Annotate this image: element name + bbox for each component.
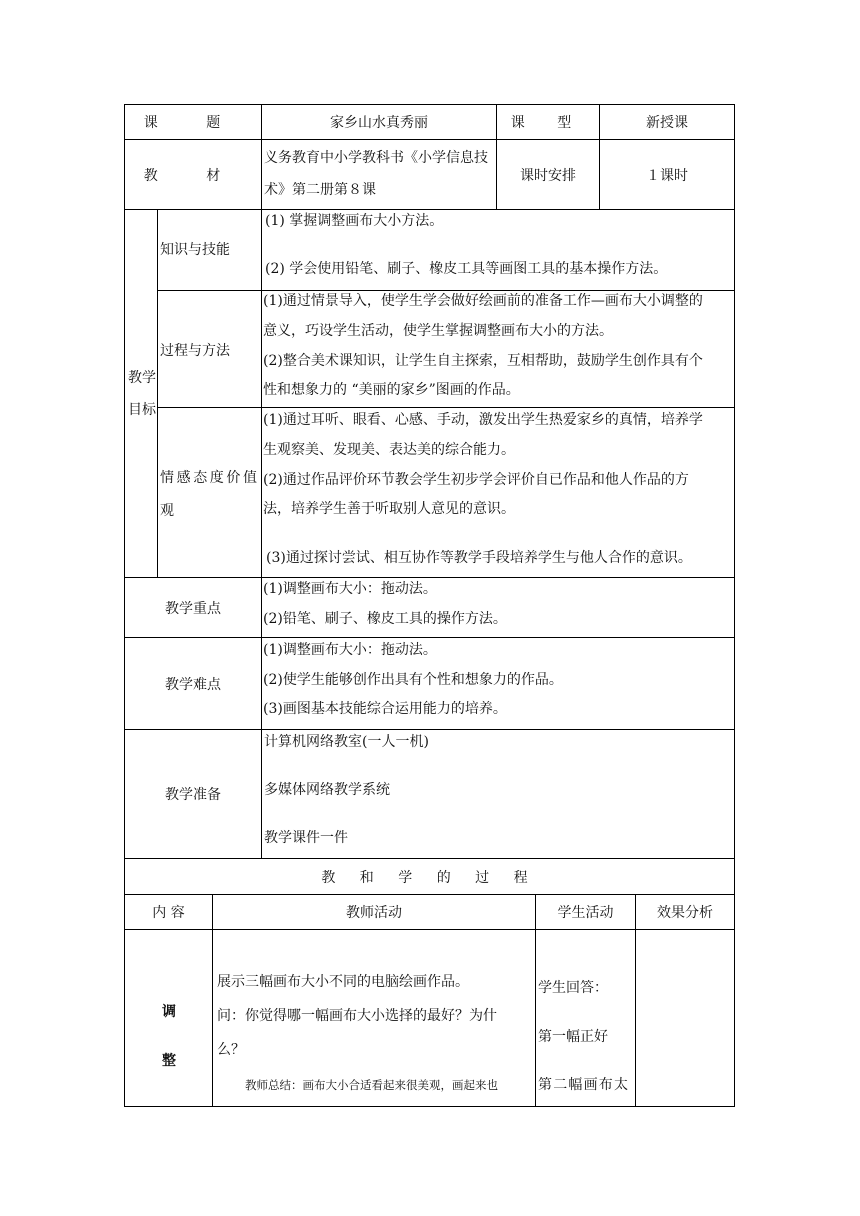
process-line-3: (2)整合美术课知识，让学生自主探索，互相帮助，鼓励学生创作具有个 [263,353,703,369]
topic-label: 课 题 [143,115,243,131]
emotion-label-line-2: 观 [160,503,174,519]
difficulty-line-3: (3)画图基本技能综合运用能力的培养。 [263,701,507,717]
type-value-cell [599,104,735,140]
row1-teacher-cell [212,929,536,1107]
focus-label: 教学重点 [165,600,221,617]
row1-teacher-line-2: 问：你觉得哪一幅画布大小选择的最好？为什 [217,1008,497,1024]
row1-content-line-2: 整 [162,1053,176,1069]
material-value-cell [261,139,497,210]
emotion-line-3: (2)通过作品评价环节教会学生初步学会评价自已作品和他人作品的方 [263,472,689,488]
row1-student-line-3: 第二幅画布太 [538,1077,630,1093]
process-label-cell [157,290,262,408]
knowledge-line-2: (2) 学会使用铅笔、刷子、橡皮工具等画图工具的基本操作方法。 [265,261,668,277]
preparation-line-3: 教学课件一件 [264,830,348,846]
col-content-header [124,894,213,930]
row1-student-cell [535,929,636,1107]
focus-label-cell [124,577,262,638]
row1-teacher-summary: 教师总结：画布大小合适看起来很美观，画起来也 [245,1078,498,1092]
preparation-label-cell [124,729,262,859]
material-label: 教 材 [143,167,243,184]
col-effect-label: 效果分析 [657,905,713,921]
row1-teacher-line-1: 展示三幅画布大小不同的电脑绘画作品。 [217,974,469,990]
objectives-label-line-1: 教学 [128,370,156,386]
difficulty-label: 教学难点 [165,676,221,693]
objectives-label-cell [124,209,158,578]
process-label: 过程与方法 [160,343,230,359]
row1-student-line-2: 第一幅正好 [538,1029,608,1045]
col-teacher-label: 教师活动 [346,905,402,921]
emotion-line-5: (3)通过探讨尝试、相互协作等教学手段培养学生与他人合作的意识。 [266,550,692,566]
row1-effect-cell [635,929,735,1107]
emotion-label-cell [157,407,262,578]
topic-label-cell [124,104,262,140]
focus-line-1: (1)调整画布大小：拖动法。 [263,581,437,597]
focus-content-cell [261,577,735,638]
difficulty-line-1: (1)调整画布大小：拖动法。 [263,642,437,658]
topic-value-cell [261,104,497,140]
row1-content-line-1: 调 [162,1004,176,1020]
preparation-line-1: 计算机网络教室(一人一机) [264,734,429,750]
row1-content-cell [124,929,213,1107]
material-label-cell [124,139,262,210]
knowledge-line-1: (1) 掌握调整画布大小方法。 [265,213,444,229]
col-effect-header [635,894,735,930]
knowledge-content-cell [261,209,735,291]
material-line-1: 义务教育中小学教科书《小学信息技 [264,150,488,166]
knowledge-label: 知识与技能 [160,242,230,258]
process-title-cell [124,858,735,895]
emotion-content-cell [261,407,735,578]
preparation-content-cell [261,729,735,859]
process-line-4: 性和想象力的 “美丽的家乡”图画的作品。 [263,382,520,398]
emotion-line-4: 法，培养学生善于听取别人意见的意识。 [263,501,515,517]
difficulty-line-2: (2)使学生能够创作出具有个性和想象力的作品。 [263,672,563,688]
col-student-header [535,894,636,930]
knowledge-label-cell [157,209,262,291]
type-value: 新授课 [646,115,688,131]
col-teacher-header [212,894,536,930]
type-label-cell [496,104,600,140]
objectives-label-line-2: 目标 [128,402,156,418]
difficulty-content-cell [261,637,735,730]
emotion-label-line-1: 情感态度价值 [160,470,260,486]
col-student-label: 学生活动 [557,905,614,921]
row1-teacher-line-3: 么？ [217,1042,245,1058]
col-content-label: 内 容 [152,905,185,921]
hours-label: 课时安排 [520,167,576,184]
hours-value: １课时 [646,167,688,184]
process-line-1: (1)通过情景导入，使学生学会做好绘画前的准备工作—画布大小调整的 [263,293,703,309]
focus-line-2: (2)铅笔、刷子、橡皮工具的操作方法。 [263,611,507,627]
hours-label-cell [496,139,600,210]
preparation-label: 教学准备 [165,787,221,803]
hours-value-cell [599,139,735,210]
difficulty-label-cell [124,637,262,730]
preparation-line-2: 多媒体网络教学系统 [264,782,390,798]
material-line-2: 术》第二册第８课 [264,182,376,198]
row1-student-line-1: 学生回答： [538,980,608,996]
emotion-line-2: 生观察美、发现美、表达美的综合能力。 [263,442,515,458]
emotion-line-1: (1)通过耳听、眼看、心感、手动，激发出学生热爱家乡的真情，培养学 [263,412,703,428]
process-line-2: 意义，巧设学生活动，使学生掌握调整画布大小的方法。 [263,323,613,339]
type-label: 课 型 [510,115,586,131]
process-content-cell [261,290,735,408]
process-title: 教 和 学 的 过 程 [321,869,538,886]
topic-value: 家乡山水真秀丽 [330,115,428,131]
